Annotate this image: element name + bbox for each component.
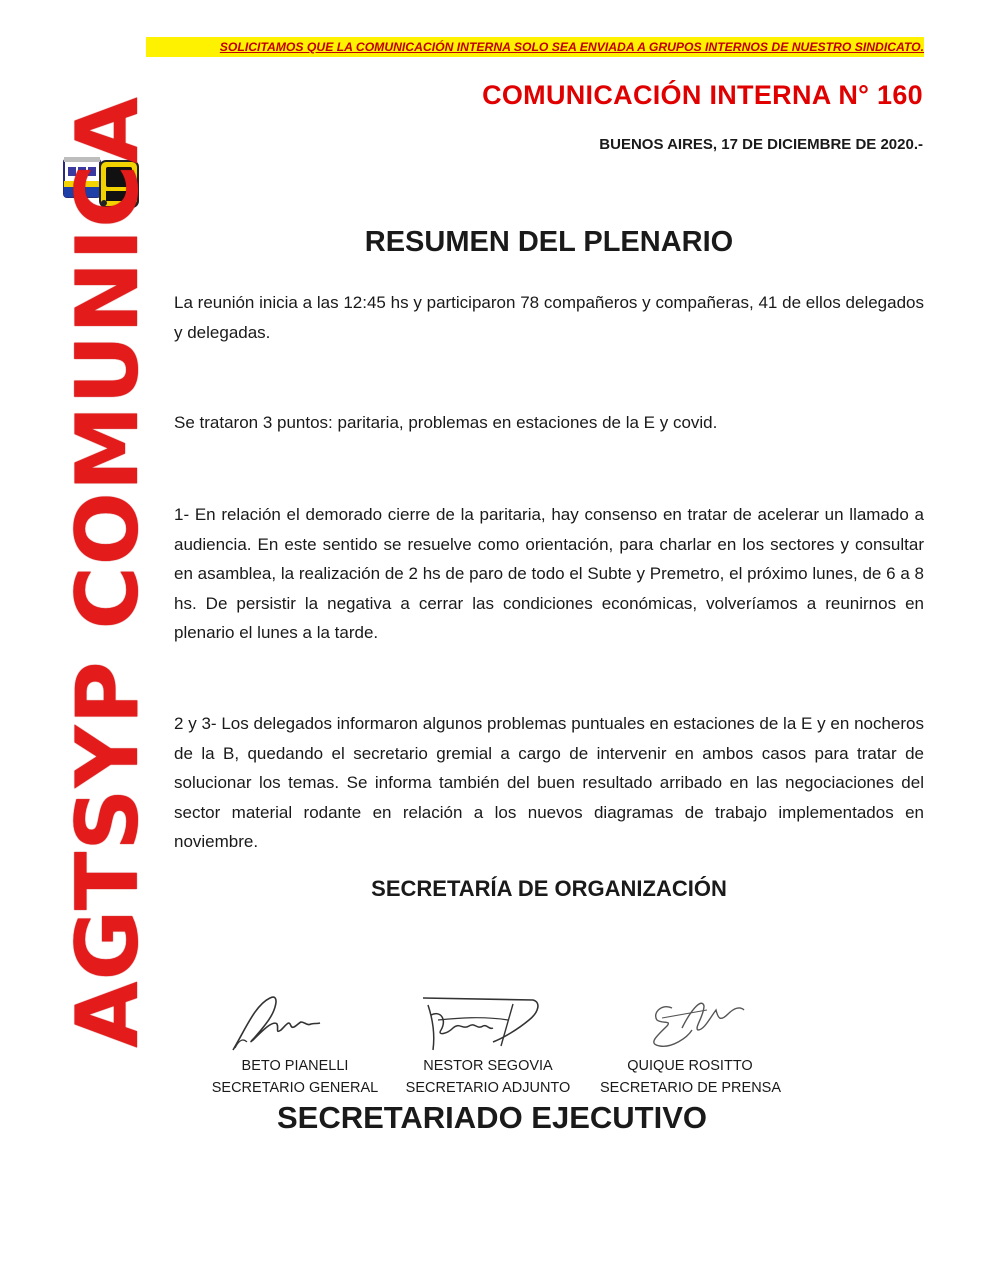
paragraph-topics: Se trataron 3 puntos: paritaria, problemas en estaciones de la E y covid. [174, 413, 718, 432]
document-number: COMUNICACIÓN INTERNA N° 160 [482, 80, 923, 110]
signatory-name: BETO PIANELLI [241, 1058, 349, 1074]
internal-notice-banner [146, 37, 924, 57]
signature-rositto [632, 988, 762, 1053]
signatory-role: SECRETARIO DE PRENSA [600, 1080, 782, 1096]
signatory-role: SECRETARIO GENERAL [211, 1080, 379, 1096]
signatory-role: SECRETARIO ADJUNTO [405, 1080, 571, 1096]
footer-title: SECRETARIADO EJECUTIVO [276, 1100, 708, 1135]
internal-notice-text: SOLICITAMOS QUE LA COMUNICACIÓN INTERNA SOLO SEA ENVIADA A GRUPOS INTERNOS DE NUESTRO SINDICATO. [219, 40, 924, 54]
paragraph-attendance: La reunión inicia a las 12:45 hs y participaron 78 compañeros y compañeras, 41 de ellos delegados y delegadas. [174, 293, 924, 342]
page-title: RESUMEN DEL PLENARIO [364, 226, 734, 258]
brand-sidebar [58, 96, 158, 1048]
document-date: BUENOS AIRES, 17 DE DICIEMBRE DE 2020.- [599, 136, 923, 153]
section-title: SECRETARÍA DE ORGANIZACIÓN [371, 876, 727, 901]
signature-pianelli [225, 990, 325, 1055]
signatory-name: NESTOR SEGOVIA [423, 1058, 553, 1074]
brand-vertical-text: AGTSYP COMUNICA [58, 96, 158, 1048]
signatory-name: QUIQUE ROSITTO [627, 1058, 753, 1074]
signature-segovia [413, 990, 548, 1055]
paragraph-point-1: 1- En relación el demorado cierre de la paritaria, hay consenso en tratar de acelerar un llamado a audiencia. En este sentido se resuelve como orientación, para charlar en los sectores y consultar en asamblea, la realización de 2 hs de paro de todo el Subte y Premetro, el próximo lunes, de 6 a 8 hs. De persistir la negativa a cerrar las condiciones económicas, volveríamos a reunirnos en plenario el lunes a la tarde. [174, 505, 924, 642]
paragraph-points-2-3: 2 y 3- Los delegados informaron algunos problemas puntuales en estaciones de la E y en nocheros de la B, quedando el secretario gremial a cargo de intervenir en ambos casos para tratar de solucionar los temas. Se informa también del buen resultado arribado en las negociaciones del sector material rodante en relación a los nuevos diagramas de trabajo implementados en noviembre. [174, 714, 924, 851]
